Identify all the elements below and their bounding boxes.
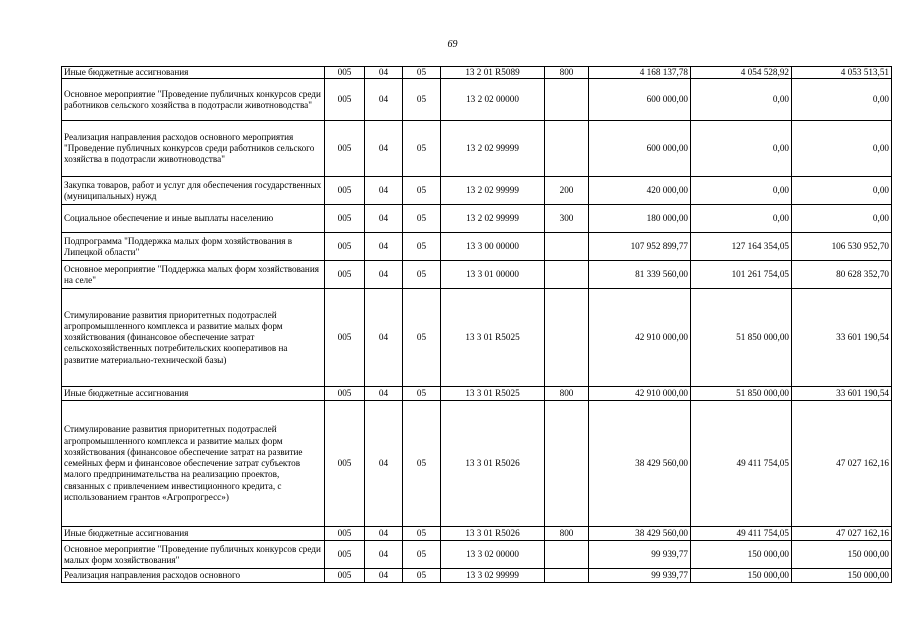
row-name-cell: Стимулирование развития приоритетных подотраслей агропромышленного комплекса и развитие малых форм хозяйствования (финансовое обеспечение затрат на развитие семейных ферм и финансовое обеспечение затрат субъектов малого предпринимательства на реализацию проектов, связанных с привлечением инвестиционного кредита, с использованием грантов «Агропрогресс») [62,401,325,527]
amount-year2-cell: 49 411 754,05 [691,527,792,541]
gr-code-cell: 005 [325,289,365,387]
amount-year2-cell: 51 850 000,00 [691,289,792,387]
section-code-cell: 04 [365,527,403,541]
expense-type-cell [545,541,589,569]
subsection-code-cell: 05 [403,233,441,261]
gr-code-cell: 005 [325,569,365,583]
subsection-code-cell: 05 [403,401,441,527]
target-article-cell: 13 2 02 99999 [441,205,545,233]
amount-year2-cell: 150 000,00 [691,541,792,569]
expense-type-cell [545,569,589,583]
amount-year3-cell: 150 000,00 [792,569,892,583]
expense-type-cell [545,261,589,289]
amount-year3-cell: 150 000,00 [792,541,892,569]
table-row [62,261,892,289]
amount-year1-cell: 600 000,00 [589,121,691,177]
row-name-cell: Основное мероприятие "Проведение публичных конкурсов среди работников сельского хозяйства в подотрасли животноводства" [62,79,325,121]
gr-code-cell: 005 [325,233,365,261]
expense-type-cell [545,121,589,177]
table-row [62,541,892,569]
amount-year3-cell: 80 628 352,70 [792,261,892,289]
target-article-cell: 13 3 01 R5025 [441,387,545,401]
row-name-cell: Социальное обеспечение и иные выплаты населению [62,205,325,233]
amount-year2-cell: 127 164 354,05 [691,233,792,261]
gr-code-cell: 005 [325,527,365,541]
amount-year2-cell: 0,00 [691,79,792,121]
table-row [62,121,892,177]
amount-year3-cell: 33 601 190,54 [792,289,892,387]
amount-year1-cell: 600 000,00 [589,79,691,121]
section-code-cell: 04 [365,289,403,387]
amount-year3-cell: 4 053 513,51 [792,67,892,79]
amount-year3-cell: 0,00 [792,205,892,233]
expense-type-cell [545,289,589,387]
amount-year3-cell: 47 027 162,16 [792,401,892,527]
table-row [62,67,892,79]
target-article-cell: 13 3 01 R5025 [441,289,545,387]
amount-year2-cell: 49 411 754,05 [691,401,792,527]
target-article-cell: 13 2 02 99999 [441,177,545,205]
subsection-code-cell: 05 [403,289,441,387]
gr-code-cell: 005 [325,541,365,569]
amount-year1-cell: 4 168 137,78 [589,67,691,79]
subsection-code-cell: 05 [403,177,441,205]
row-name-cell: Иные бюджетные ассигнования [62,527,325,541]
row-name-cell: Иные бюджетные ассигнования [62,387,325,401]
amount-year3-cell: 106 530 952,70 [792,233,892,261]
table-row [62,289,892,387]
row-name-cell: Основное мероприятие "Поддержка малых форм хозяйствования на селе" [62,261,325,289]
table-row [62,387,892,401]
amount-year1-cell: 38 429 560,00 [589,401,691,527]
expense-type-cell [545,233,589,261]
gr-code-cell: 005 [325,401,365,527]
section-code-cell: 04 [365,79,403,121]
expense-type-cell [545,79,589,121]
target-article-cell: 13 3 01 R5026 [441,401,545,527]
section-code-cell: 04 [365,261,403,289]
amount-year1-cell: 420 000,00 [589,177,691,205]
amount-year3-cell: 0,00 [792,79,892,121]
row-name-cell: Иные бюджетные ассигнования [62,67,325,79]
amount-year2-cell: 101 261 754,05 [691,261,792,289]
table-row [62,569,892,583]
gr-code-cell: 005 [325,79,365,121]
amount-year3-cell: 33 601 190,54 [792,387,892,401]
expense-type-cell: 300 [545,205,589,233]
target-article-cell: 13 3 00 00000 [441,233,545,261]
target-article-cell: 13 2 01 R5089 [441,67,545,79]
amount-year3-cell: 47 027 162,16 [792,527,892,541]
amount-year2-cell: 0,00 [691,121,792,177]
row-name-cell: Реализация направления расходов основного [62,569,325,583]
section-code-cell: 04 [365,541,403,569]
section-code-cell: 04 [365,233,403,261]
row-name-cell: Стимулирование развития приоритетных подотраслей агропромышленного комплекса и развитие малых форм хозяйствования (финансовое обеспечение затрат сельскохозяйственных потребительских кооперативов на развитие материально-технической базы) [62,289,325,387]
row-name-cell: Основное мероприятие "Проведение публичных конкурсов среди малых форм хозяйствования" [62,541,325,569]
gr-code-cell: 005 [325,121,365,177]
budget-table [61,66,892,583]
table-row [62,79,892,121]
amount-year1-cell: 99 939,77 [589,569,691,583]
amount-year2-cell: 150 000,00 [691,569,792,583]
amount-year1-cell: 180 000,00 [589,205,691,233]
subsection-code-cell: 05 [403,527,441,541]
subsection-code-cell: 05 [403,387,441,401]
gr-code-cell: 005 [325,177,365,205]
section-code-cell: 04 [365,121,403,177]
target-article-cell: 13 2 02 99999 [441,121,545,177]
target-article-cell: 13 2 02 00000 [441,79,545,121]
amount-year1-cell: 42 910 000,00 [589,289,691,387]
expense-type-cell: 800 [545,67,589,79]
target-article-cell: 13 3 02 99999 [441,569,545,583]
amount-year1-cell: 38 429 560,00 [589,527,691,541]
section-code-cell: 04 [365,67,403,79]
subsection-code-cell: 05 [403,541,441,569]
section-code-cell: 04 [365,569,403,583]
row-name-cell: Реализация направления расходов основного мероприятия "Проведение публичных конкурсов среди работников сельского хозяйства в подотрасли животноводства" [62,121,325,177]
amount-year1-cell: 107 952 899,77 [589,233,691,261]
page-number: 69 [447,39,458,50]
amount-year2-cell: 0,00 [691,205,792,233]
gr-code-cell: 005 [325,205,365,233]
amount-year2-cell: 51 850 000,00 [691,387,792,401]
amount-year2-cell: 4 054 528,92 [691,67,792,79]
amount-year3-cell: 0,00 [792,177,892,205]
expense-type-cell: 200 [545,177,589,205]
gr-code-cell: 005 [325,261,365,289]
subsection-code-cell: 05 [403,205,441,233]
subsection-code-cell: 05 [403,261,441,289]
section-code-cell: 04 [365,177,403,205]
target-article-cell: 13 3 01 00000 [441,261,545,289]
expense-type-cell: 800 [545,527,589,541]
subsection-code-cell: 05 [403,121,441,177]
subsection-code-cell: 05 [403,67,441,79]
amount-year1-cell: 99 939,77 [589,541,691,569]
amount-year1-cell: 42 910 000,00 [589,387,691,401]
section-code-cell: 04 [365,401,403,527]
amount-year1-cell: 81 339 560,00 [589,261,691,289]
table-row [62,177,892,205]
subsection-code-cell: 05 [403,79,441,121]
table-row [62,527,892,541]
table-row [62,233,892,261]
gr-code-cell: 005 [325,67,365,79]
subsection-code-cell: 05 [403,569,441,583]
target-article-cell: 13 3 02 00000 [441,541,545,569]
section-code-cell: 04 [365,205,403,233]
expense-type-cell: 800 [545,387,589,401]
amount-year2-cell: 0,00 [691,177,792,205]
row-name-cell: Закупка товаров, работ и услуг для обеспечения государственных (муниципальных) нужд [62,177,325,205]
table-row [62,205,892,233]
table-row [62,401,892,527]
expense-type-cell [545,401,589,527]
row-name-cell: Подпрограмма "Поддержка малых форм хозяйствования в Липецкой области" [62,233,325,261]
amount-year3-cell: 0,00 [792,121,892,177]
gr-code-cell: 005 [325,387,365,401]
target-article-cell: 13 3 01 R5026 [441,527,545,541]
section-code-cell: 04 [365,387,403,401]
